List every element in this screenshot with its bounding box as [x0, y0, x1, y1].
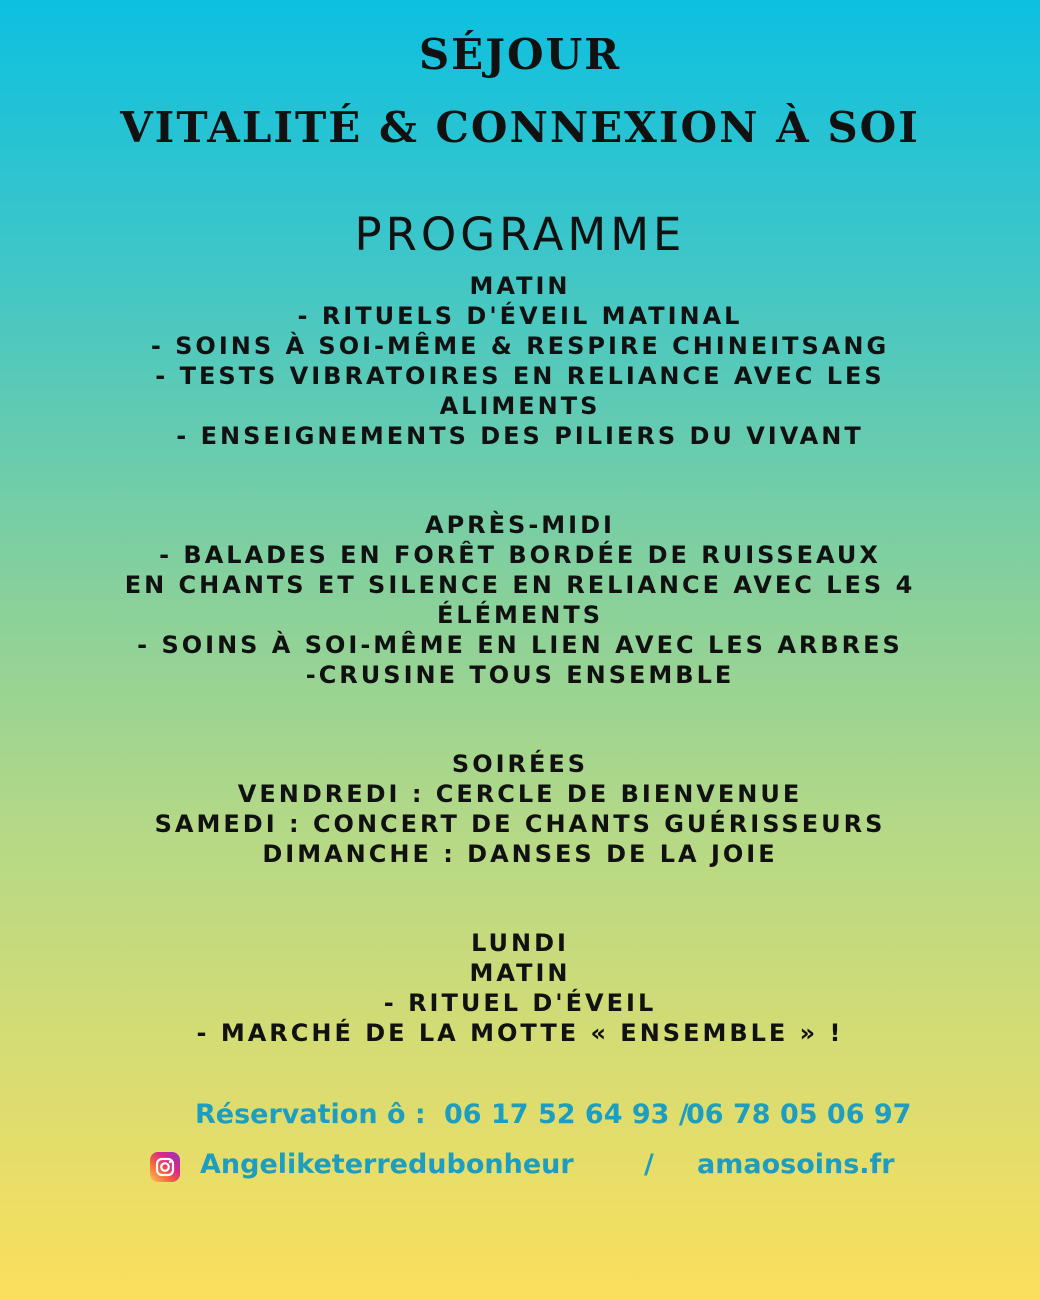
section-heading: SOIRÉES: [451, 750, 589, 778]
list-item: - TESTS VIBRATOIRES EN RELIANCE AVEC LES: [155, 362, 885, 390]
title-vitalite-connexion: VITALITÉ & CONNEXION À SOI: [120, 103, 920, 152]
list-item: - RITUEL D'ÉVEIL: [383, 989, 657, 1017]
list-item: -CRUSINE TOUS ENSEMBLE: [305, 661, 735, 689]
list-item: - ENSEIGNEMENTS DES PILIERS DU VIVANT: [176, 422, 864, 450]
list-item: EN CHANTS ET SILENCE EN RELIANCE AVEC LES 4: [124, 571, 916, 599]
section-heading: LUNDI: [471, 929, 569, 957]
section-heading: MATIN: [469, 272, 571, 300]
list-item: ÉLÉMENTS: [436, 601, 604, 629]
phone-number-1[interactable]: 06 17 52 64 93 /: [444, 1099, 689, 1130]
section-heading: APRÈS-MIDI: [425, 511, 615, 539]
section-apres-midi: [80, 510, 960, 690]
separator: /: [644, 1149, 654, 1180]
instagram-icon[interactable]: [150, 1152, 180, 1182]
instagram-handle-link[interactable]: Angeliketerredubonheur: [200, 1149, 574, 1180]
programme-heading: PROGRAMME: [354, 208, 686, 261]
list-item: ALIMENTS: [439, 392, 601, 420]
section-lundi: [80, 928, 960, 1048]
section-soirees: [80, 749, 960, 869]
section-matin: [80, 271, 960, 451]
website-link[interactable]: amaosoins.fr: [697, 1149, 895, 1180]
list-item: - RITUELS D'ÉVEIL MATINAL: [297, 302, 743, 330]
title-sejour: SÉJOUR: [418, 30, 622, 79]
list-item: - MARCHÉ DE LA MOTTE « ENSEMBLE » !: [196, 1019, 844, 1047]
list-item: - BALADES EN FORÊT BORDÉE DE RUISSEAUX: [159, 541, 881, 569]
list-item: VENDREDI : CERCLE DE BIENVENUE: [237, 780, 803, 808]
list-item: MATIN: [469, 959, 571, 987]
reservation-label: Réservation ô :: [195, 1099, 426, 1130]
phone-number-2[interactable]: 06 78 05 06 97: [686, 1099, 912, 1130]
list-item: SAMEDI : CONCERT DE CHANTS GUÉRISSEURS: [154, 810, 886, 838]
list-item: - SOINS À SOI-MÊME & RESPIRE CHINEITSANG: [150, 332, 890, 360]
list-item: - SOINS À SOI-MÊME EN LIEN AVEC LES ARBRES: [137, 631, 903, 659]
list-item: DIMANCHE : DANSES DE LA JOIE: [262, 840, 778, 868]
